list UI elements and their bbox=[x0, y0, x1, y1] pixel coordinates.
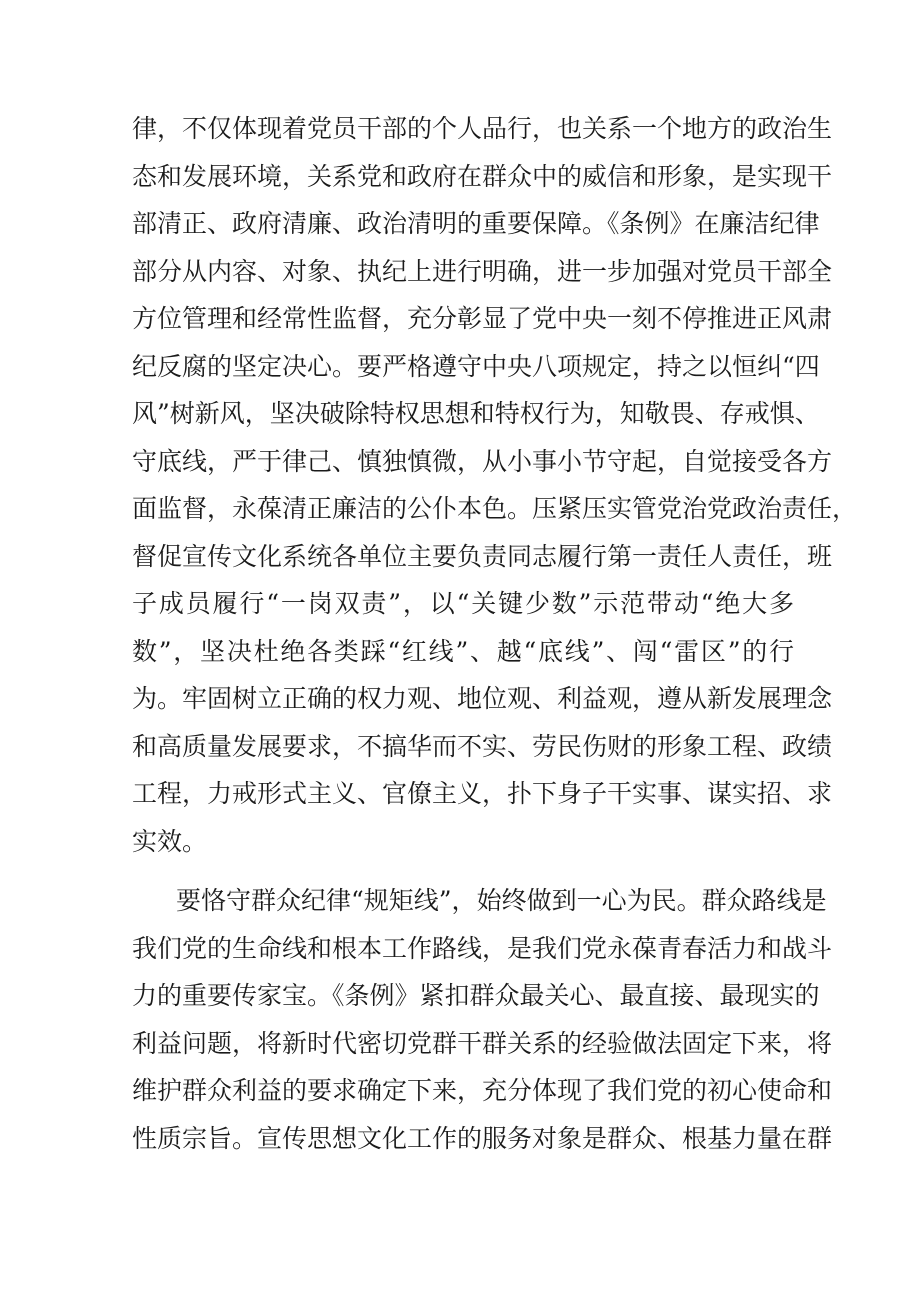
paragraph-1 bbox=[132, 105, 858, 865]
text-line: 性质宗旨。宣传思想文化工作的服务对象是群众、根基力量在群 bbox=[132, 1123, 833, 1153]
text-line: 面监督，永葆清正廉洁的公仆本色。压紧压实管党治党政治责任， bbox=[132, 494, 858, 523]
text-line: 态和发展环境，关系党和政府在群众中的威信和形象，是实现干 bbox=[132, 161, 833, 191]
text-line: 风”树新风，坚决破除特权思想和特权行为，知敬畏、存戒惧、 bbox=[132, 399, 820, 428]
text-line: 督促宣传文化系统各单位主要负责同志履行第一责任人责任，班 bbox=[132, 541, 833, 571]
text-line: 我们党的生命线和根本工作路线，是我们党永葆青春活力和战斗 bbox=[132, 933, 833, 963]
text-line: 部分从内容、对象、执纪上进行明确，进一步加强对党员干部全 bbox=[132, 256, 833, 286]
text-line: 律，不仅体现着党员干部的个人品行，也关系一个地方的政治生 bbox=[132, 114, 833, 143]
text-line: 子成员履行“一岗双责”，以“关键少数”示范带动“绝大多 bbox=[132, 589, 794, 618]
paragraph-2 bbox=[132, 877, 833, 1162]
text-line: 力的重要传家宝。《条例》紧扣群众最关心、最直接、最现实的 bbox=[132, 981, 820, 1010]
text-line: 工程，力戒形式主义、官僚主义，扑下身子干实事、谋实招、求 bbox=[132, 779, 833, 808]
text-line: 要恪守群众纪律“规矩线”，始终做到一心为民。群众路线是 bbox=[176, 886, 827, 915]
text-line: 利益问题，将新时代密切党群干群关系的经验做法固定下来，将 bbox=[132, 1028, 833, 1058]
text-line: 守底线，严于律己、慎独慎微，从小事小节守起，自觉接受各方 bbox=[132, 446, 833, 476]
text-line: 为。牢固树立正确的权力观、地位观、利益观，遵从新发展理念 bbox=[132, 684, 833, 713]
text-line: 纪反腐的坚定决心。要严格遵守中央八项规定，持之以恒纠“四 bbox=[132, 351, 820, 381]
text-line: 和高质量发展要求，不搞华而不实、劳民伤财的形象工程、政绩 bbox=[132, 731, 833, 761]
text-line: 维护群众利益的要求确定下来，充分体现了我们党的初心使命和 bbox=[132, 1076, 833, 1105]
text-line: 部清正、政府清廉、政治清明的重要保障。《条例》在廉洁纪律 bbox=[132, 209, 820, 238]
text-line: 实效。 bbox=[132, 826, 208, 856]
text-line: 方位管理和经常性监督，充分彰显了党中央一刻不停推进正风肃 bbox=[132, 304, 833, 333]
text-line: 数”，坚决杜绝各类踩“红线”、越“底线”、闯“雷区”的行 bbox=[132, 636, 794, 666]
